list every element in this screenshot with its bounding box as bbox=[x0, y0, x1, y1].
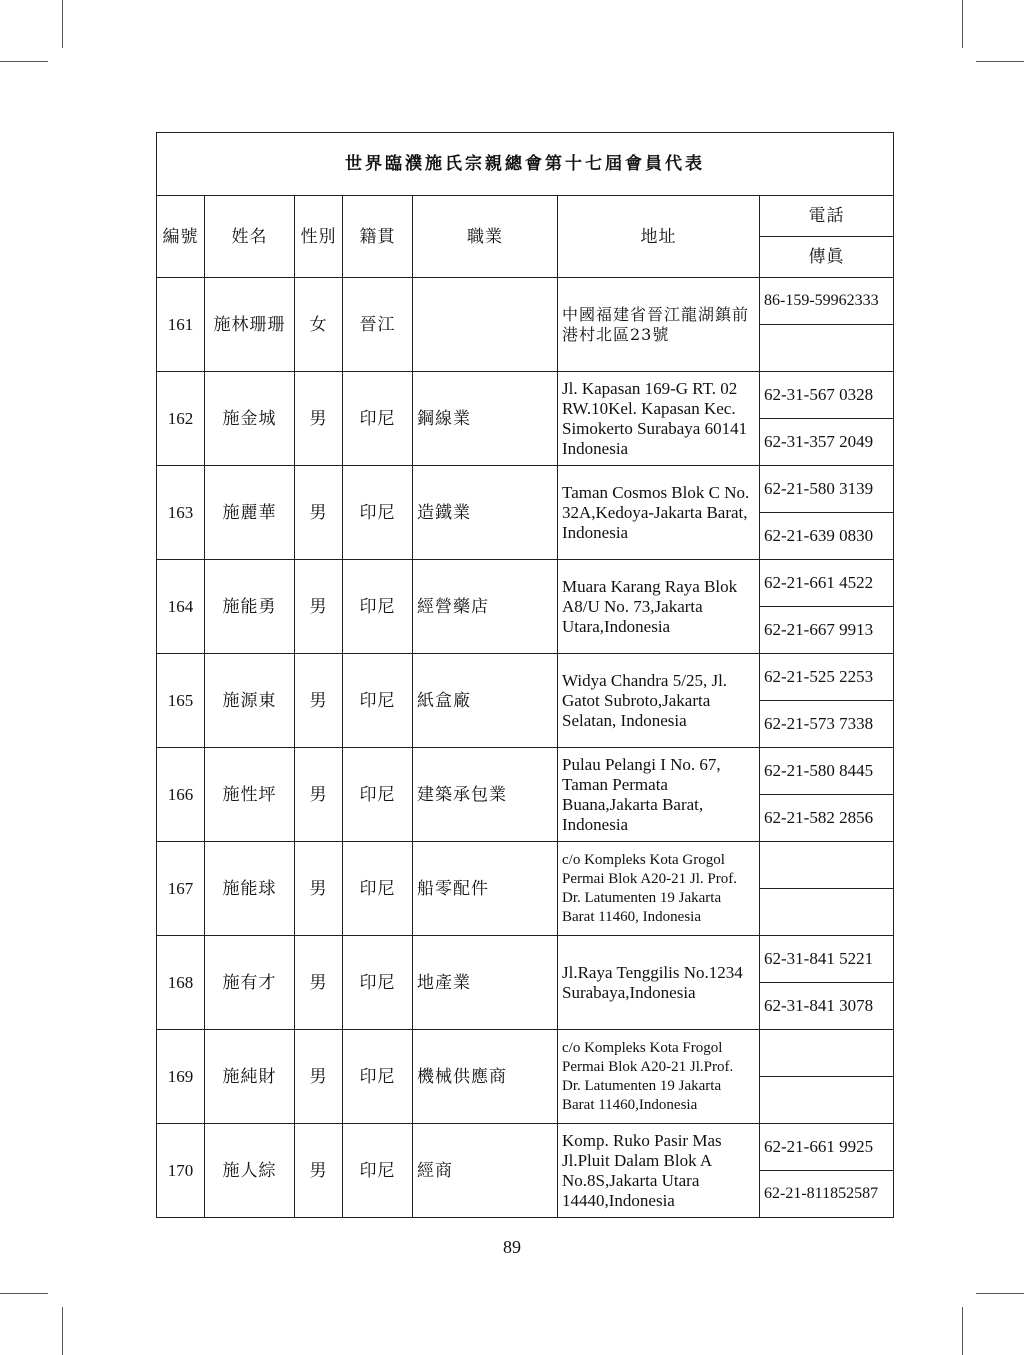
member-gender: 男 bbox=[295, 1030, 343, 1124]
member-occupation bbox=[413, 278, 558, 372]
title-row bbox=[157, 133, 894, 196]
member-address: Jl.Raya Tenggilis No.1234 Surabaya,Indonesia bbox=[558, 936, 760, 1030]
table-row bbox=[157, 936, 894, 983]
header-fax: 傳眞 bbox=[760, 237, 894, 278]
member-name: 施麗華 bbox=[205, 466, 295, 560]
member-gender: 男 bbox=[295, 466, 343, 560]
member-gender: 男 bbox=[295, 748, 343, 842]
header-no: 編號 bbox=[157, 196, 205, 278]
member-occupation: 紙盒廠 bbox=[413, 654, 558, 748]
member-address: Muara Karang Raya Blok A8/U No. 73,Jakarta Utara,Indonesia bbox=[558, 560, 760, 654]
member-fax bbox=[760, 889, 894, 936]
member-gender: 男 bbox=[295, 1124, 343, 1218]
member-phone bbox=[760, 1030, 894, 1077]
member-name: 施性坪 bbox=[205, 748, 295, 842]
member-name: 施純財 bbox=[205, 1030, 295, 1124]
member-phone: 62-21-525 2253 bbox=[760, 654, 894, 701]
member-fax bbox=[760, 1077, 894, 1124]
member-gender: 男 bbox=[295, 842, 343, 936]
header-row bbox=[157, 196, 894, 237]
member-name: 施有才 bbox=[205, 936, 295, 1030]
member-phone: 62-21-580 8445 bbox=[760, 748, 894, 795]
member-phone bbox=[760, 842, 894, 889]
member-address: Widya Chandra 5/25, Jl. Gatot Subroto,Jakarta Selatan, Indonesia bbox=[558, 654, 760, 748]
header-address: 地址 bbox=[558, 196, 760, 278]
member-native-place: 印尼 bbox=[343, 466, 413, 560]
table-row bbox=[157, 1030, 894, 1077]
member-roster-table bbox=[156, 132, 894, 1218]
member-phone: 62-21-661 4522 bbox=[760, 560, 894, 607]
member-address: Jl. Kapasan 169-G RT. 02 RW.10Kel. Kapasan Kec. Simokerto Surabaya 60141 Indonesia bbox=[558, 372, 760, 466]
member-occupation: 鋼線業 bbox=[413, 372, 558, 466]
member-fax: 62-21-811852587 bbox=[760, 1171, 894, 1218]
member-fax: 62-21-582 2856 bbox=[760, 795, 894, 842]
table-row bbox=[157, 842, 894, 889]
table-row bbox=[157, 654, 894, 701]
member-occupation: 地產業 bbox=[413, 936, 558, 1030]
member-occupation: 機械供應商 bbox=[413, 1030, 558, 1124]
member-occupation: 建築承包業 bbox=[413, 748, 558, 842]
member-fax: 62-21-573 7338 bbox=[760, 701, 894, 748]
member-address: c/o Kompleks Kota Frogol Permai Blok A20-21 Jl.Prof. Dr. Latumenten 19 Jakarta Barat 11460,Indonesia bbox=[558, 1030, 760, 1124]
member-gender: 男 bbox=[295, 654, 343, 748]
crop-mark-right-bottom bbox=[976, 1293, 1024, 1294]
member-native-place: 印尼 bbox=[343, 560, 413, 654]
member-no: 165 bbox=[157, 654, 205, 748]
member-native-place: 印尼 bbox=[343, 1124, 413, 1218]
member-address: c/o Kompleks Kota Grogol Permai Blok A20-21 Jl. Prof. Dr. Latumenten 19 Jakarta Barat 11460, Indonesia bbox=[558, 842, 760, 936]
table-row bbox=[157, 466, 894, 513]
crop-mark-left-top bbox=[0, 61, 48, 62]
page-number: 89 bbox=[503, 1237, 521, 1257]
crop-mark-top-right bbox=[962, 0, 963, 48]
member-name: 施金城 bbox=[205, 372, 295, 466]
member-native-place: 印尼 bbox=[343, 372, 413, 466]
member-occupation: 船零配件 bbox=[413, 842, 558, 936]
member-name: 施林珊珊 bbox=[205, 278, 295, 372]
member-phone: 62-31-567 0328 bbox=[760, 372, 894, 419]
member-no: 170 bbox=[157, 1124, 205, 1218]
member-name: 施源東 bbox=[205, 654, 295, 748]
page-title: 世界臨濮施氏宗親總會第十七屆會員代表 bbox=[157, 133, 894, 196]
member-gender: 男 bbox=[295, 372, 343, 466]
member-no: 161 bbox=[157, 278, 205, 372]
crop-mark-bottom-left bbox=[62, 1307, 63, 1355]
member-native-place: 印尼 bbox=[343, 936, 413, 1030]
member-native-place: 印尼 bbox=[343, 842, 413, 936]
crop-mark-right-top bbox=[976, 61, 1024, 62]
header-native-place: 籍貫 bbox=[343, 196, 413, 278]
member-no: 166 bbox=[157, 748, 205, 842]
member-address: 中國福建省晉江龍湖鎮前港村北區23號 bbox=[558, 278, 760, 372]
member-native-place: 印尼 bbox=[343, 748, 413, 842]
table-row bbox=[157, 1124, 894, 1171]
member-phone: 86-159-59962333 bbox=[760, 278, 894, 325]
member-gender: 女 bbox=[295, 278, 343, 372]
member-address: Taman Cosmos Blok C No. 32A,Kedoya-Jakarta Barat, Indonesia bbox=[558, 466, 760, 560]
member-gender: 男 bbox=[295, 936, 343, 1030]
member-native-place: 晉江 bbox=[343, 278, 413, 372]
member-native-place: 印尼 bbox=[343, 1030, 413, 1124]
crop-mark-top-left bbox=[62, 0, 63, 48]
crop-mark-bottom-right bbox=[962, 1307, 963, 1355]
header-occupation: 職業 bbox=[413, 196, 558, 278]
member-no: 164 bbox=[157, 560, 205, 654]
member-no: 167 bbox=[157, 842, 205, 936]
member-occupation: 經營藥店 bbox=[413, 560, 558, 654]
header-phone: 電話 bbox=[760, 196, 894, 237]
table-row bbox=[157, 278, 894, 325]
member-name: 施人綜 bbox=[205, 1124, 295, 1218]
member-no: 169 bbox=[157, 1030, 205, 1124]
table-row bbox=[157, 748, 894, 795]
member-native-place: 印尼 bbox=[343, 654, 413, 748]
member-occupation: 造鐵業 bbox=[413, 466, 558, 560]
member-fax: 62-31-357 2049 bbox=[760, 419, 894, 466]
member-address: Komp. Ruko Pasir Mas Jl.Pluit Dalam Blok A No.8S,Jakarta Utara 14440,Indonesia bbox=[558, 1124, 760, 1218]
member-phone: 62-31-841 5221 bbox=[760, 936, 894, 983]
member-occupation: 經商 bbox=[413, 1124, 558, 1218]
member-phone: 62-21-580 3139 bbox=[760, 466, 894, 513]
member-gender: 男 bbox=[295, 560, 343, 654]
member-phone: 62-21-661 9925 bbox=[760, 1124, 894, 1171]
member-no: 168 bbox=[157, 936, 205, 1030]
header-name: 姓名 bbox=[205, 196, 295, 278]
table-row bbox=[157, 372, 894, 419]
member-fax bbox=[760, 325, 894, 372]
member-fax: 62-21-639 0830 bbox=[760, 513, 894, 560]
member-address: Pulau Pelangi I No. 67, Taman Permata Buana,Jakarta Barat, Indonesia bbox=[558, 748, 760, 842]
header-gender: 性別 bbox=[295, 196, 343, 278]
table-row bbox=[157, 560, 894, 607]
crop-mark-left-bottom bbox=[0, 1293, 48, 1294]
member-name: 施能勇 bbox=[205, 560, 295, 654]
member-name: 施能球 bbox=[205, 842, 295, 936]
member-fax: 62-31-841 3078 bbox=[760, 983, 894, 1030]
member-fax: 62-21-667 9913 bbox=[760, 607, 894, 654]
member-no: 162 bbox=[157, 372, 205, 466]
member-no: 163 bbox=[157, 466, 205, 560]
